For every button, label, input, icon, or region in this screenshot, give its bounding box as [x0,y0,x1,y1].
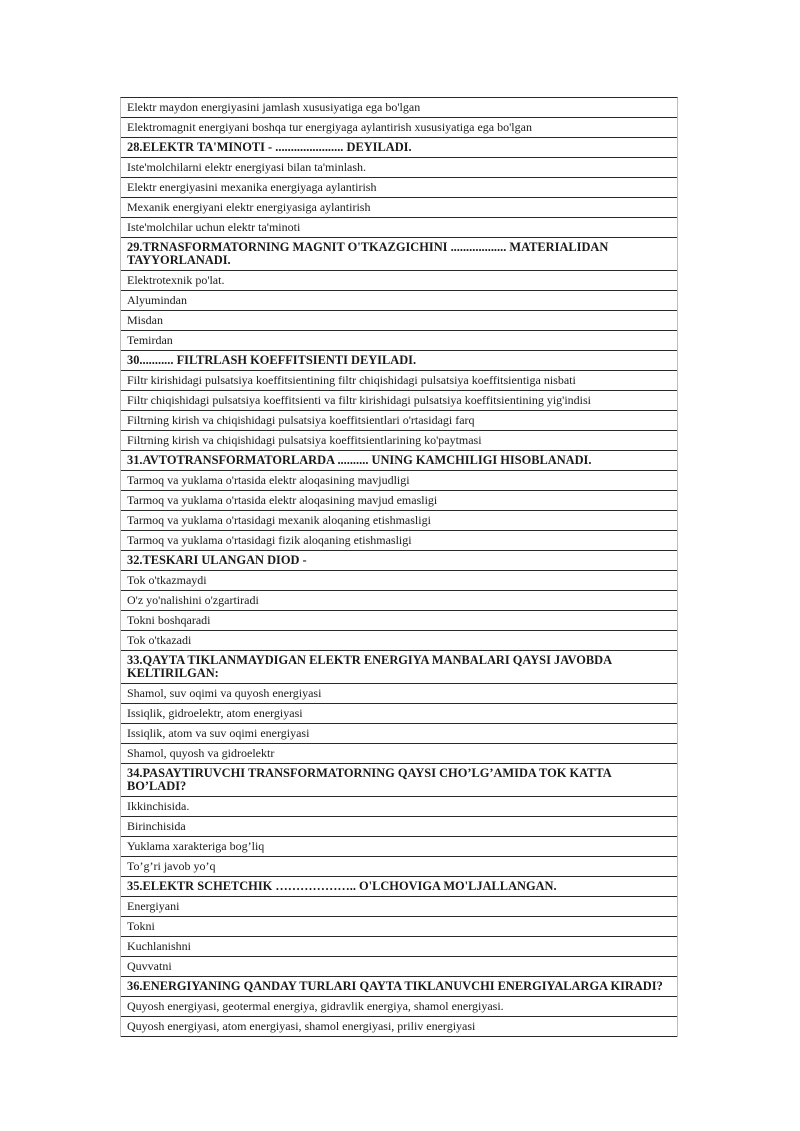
answer-row: Alyumindan [121,291,677,311]
question-row: 32.TESKARI ULANGAN DIOD - [121,551,677,571]
answer-row: Tok o'tkazmaydi [121,571,677,591]
question-row: 33.QAYTA TIKLANMAYDIGAN ELEKTR ENERGIYA MANBALARI QAYSI JAVOBDA KELTIRILGAN: [121,651,677,684]
question-row: 35.ELEKTR SCHETCHIK ……………….. O'LCHOVIGA MO'LJALLANGAN. [121,877,677,897]
answer-row: Shamol, suv oqimi va quyosh energiyasi [121,684,677,704]
answer-row: Issiqlik, atom va suv oqimi energiyasi [121,724,677,744]
answer-row: Elektrotexnik po'lat. [121,271,677,291]
answer-row: Quyosh energiyasi, atom energiyasi, shamol energiyasi, priliv energiyasi [121,1017,677,1037]
answer-row: Birinchisida [121,817,677,837]
answer-row: Yuklama xarakteriga bog’liq [121,837,677,857]
question-table [120,97,678,1037]
answer-row: To’g’ri javob yo’q [121,857,677,877]
answer-row: Tok o'tkazadi [121,631,677,651]
answer-row: Elektr maydon energiyasini jamlash xususiyatiga ega bo'lgan [121,98,677,118]
answer-row: Ikkinchisida. [121,797,677,817]
answer-row: Elektromagnit energiyani boshqa tur energiyaga aylantirish xususiyatiga ega bo'lgan [121,118,677,138]
answer-row: Elektr energiyasini mexanika energiyaga aylantirish [121,178,677,198]
question-row: 31.AVTOTRANSFORMATORLARDA .......... UNING KAMCHILIGI HISOBLANADI. [121,451,677,471]
question-row: 30........... FILTRLASH KOEFFITSIENTI DEYILADI. [121,351,677,371]
answer-row: Filtrning kirish va chiqishidagi pulsatsiya koeffitsientlari o'rtasidagi farq [121,411,677,431]
answer-row: Quvvatni [121,957,677,977]
answer-row: Misdan [121,311,677,331]
answer-row: Energiyani [121,897,677,917]
answer-row: Kuchlanishni [121,937,677,957]
answer-row: Iste'molchilarni elektr energiyasi bilan ta'minlash. [121,158,677,178]
answer-row: Tarmoq va yuklama o'rtasidagi fizik aloqaning etishmasligi [121,531,677,551]
answer-row: Iste'molchilar uchun elektr ta'minoti [121,218,677,238]
answer-row: Tarmoq va yuklama o'rtasida elektr aloqasining mavjud emasligi [121,491,677,511]
answer-row: Filtrning kirish va chiqishidagi pulsatsiya koeffitsientlarining ko'paytmasi [121,431,677,451]
question-row: 34.PASAYTIRUVCHI TRANSFORMATORNING QAYSI CHO’LG’AMIDA TOK KATTA BO’LADI? [121,764,677,797]
answer-row: Filtr kirishidagi pulsatsiya koeffitsientining filtr chiqishidagi pulsatsiya koeffitsientiga nisbati [121,371,677,391]
question-row: 29.TRNASFORMATORNING MAGNIT O'TKAZGICHINI .................. MATERIALIDAN TAYYORLANADI. [121,238,677,271]
answer-row: O'z yo'nalishini o'zgartiradi [121,591,677,611]
answer-row: Tarmoq va yuklama o'rtasida elektr aloqasining mavjudligi [121,471,677,491]
answer-row: Tarmoq va yuklama o'rtasidagi mexanik aloqaning etishmasligi [121,511,677,531]
answer-row: Quyosh energiyasi, geotermal energiya, gidravlik energiya, shamol energiyasi. [121,997,677,1017]
answer-row: Issiqlik, gidroelektr, atom energiyasi [121,704,677,724]
answer-row: Mexanik energiyani elektr energiyasiga aylantirish [121,198,677,218]
answer-row: Temirdan [121,331,677,351]
question-row: 28.ELEKTR TA'MINOTI - ...................... DEYILADI. [121,138,677,158]
answer-row: Filtr chiqishidagi pulsatsiya koeffitsienti va filtr kirishidagi pulsatsiya koeffitsientining yig'indisi [121,391,677,411]
answer-row: Shamol, quyosh va gidroelektr [121,744,677,764]
question-row: 36.ENERGIYANING QANDAY TURLARI QAYTA TIKLANUVCHI ENERGIYALARGA KIRADI? [121,977,677,997]
answer-row: Tokni [121,917,677,937]
answer-row: Tokni boshqaradi [121,611,677,631]
